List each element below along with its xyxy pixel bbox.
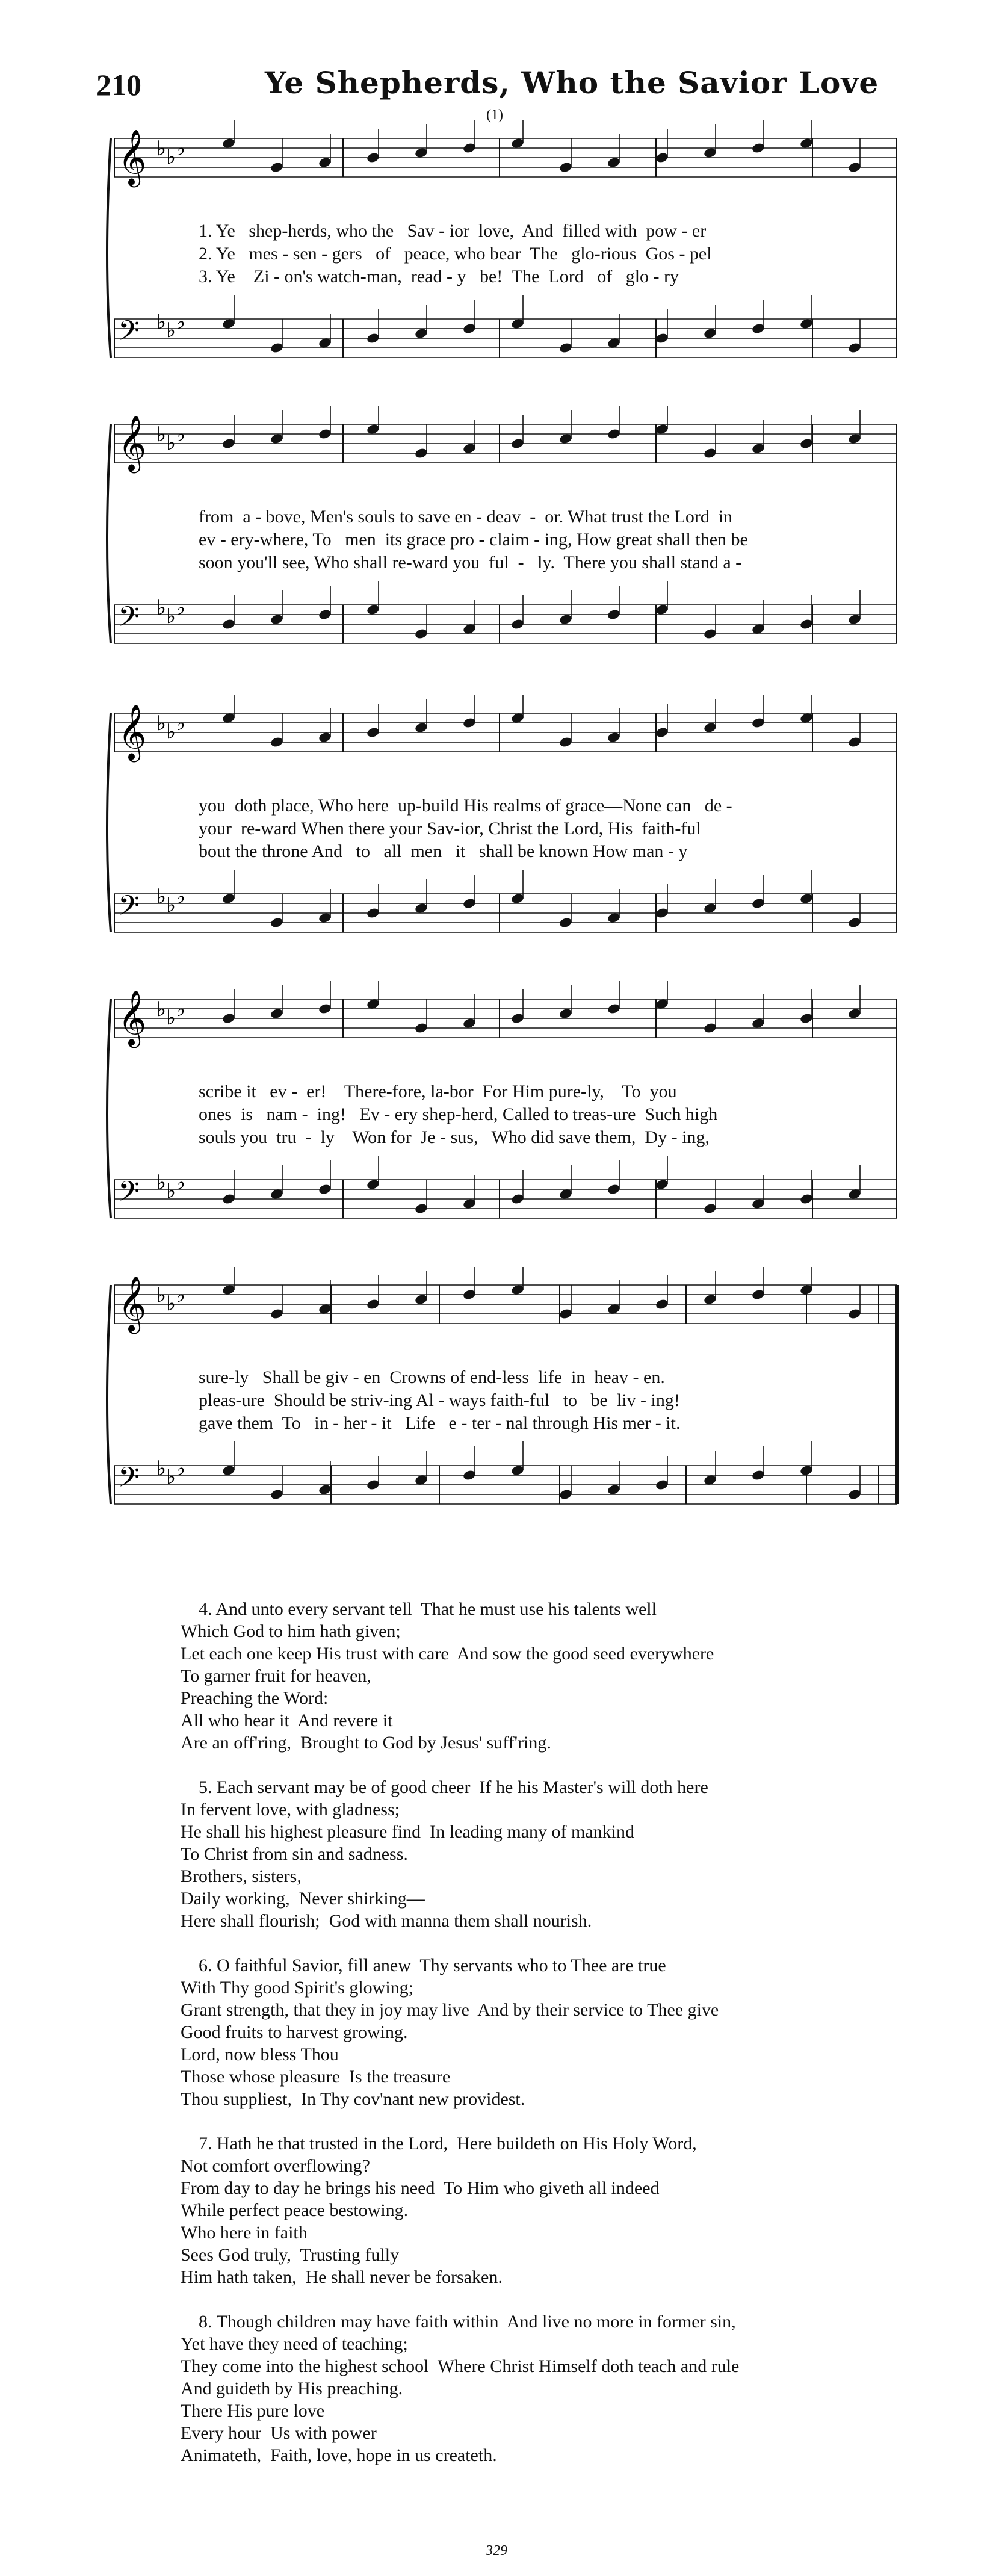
verse-line: Grant strength, that they in joy may live And by their service to Thee give bbox=[181, 2000, 719, 2020]
verse-line: All who hear it And revere it bbox=[181, 1711, 393, 1730]
verse-line: Animateth, Faith, love, hope in us createth. bbox=[181, 2445, 497, 2465]
lyric-line: pleas-ure Should be striv-ing Al - ways faith-ful to be liv - ing! bbox=[199, 1390, 680, 1410]
system-brace bbox=[107, 999, 111, 1218]
verse-line: Good fruits to harvest growing. bbox=[181, 2022, 408, 2042]
bass-clef-icon: 𝄢 bbox=[118, 890, 140, 929]
verse-line: Not comfort overflowing? bbox=[181, 2156, 370, 2176]
flat-icon: ♭ bbox=[156, 596, 167, 620]
verse-line: 7. Hath he that trusted in the Lord, Here buildeth on His Holy Word, bbox=[199, 2134, 697, 2153]
verse-line: Thou suppliest, In Thy cov'nant new providest. bbox=[181, 2089, 525, 2109]
treble-clef-icon: 𝄞 bbox=[118, 989, 147, 1045]
verse-line: Here shall flourish; God with manna them shall nourish. bbox=[181, 1911, 592, 1931]
flat-icon: ♭ bbox=[156, 885, 167, 909]
flat-icon: ♭ bbox=[176, 1171, 186, 1195]
lyric-line: sure-ly Shall be giv - en Crowns of end-less life in heav - en. bbox=[199, 1367, 665, 1387]
verse-line: And guideth by His preaching. bbox=[181, 2379, 403, 2398]
flat-icon: ♭ bbox=[176, 1283, 186, 1307]
flat-icon: ♭ bbox=[166, 1006, 176, 1030]
page-number: 329 bbox=[486, 2543, 507, 2559]
flat-icon: ♭ bbox=[176, 137, 186, 161]
verse-line: 6. O faithful Savior, fill anew Thy servants who to Thee are true bbox=[199, 1955, 666, 1975]
music-system-3 bbox=[102, 695, 909, 954]
verse-line: 4. And unto every servant tell That he must use his talents well bbox=[199, 1599, 657, 1619]
lyric-line: 1. Ye shep-herds, who the Sav - ior love, And filled with pow - er bbox=[199, 221, 707, 241]
verse-line: Him hath taken, He shall never be forsaken. bbox=[181, 2267, 503, 2287]
flat-icon: ♭ bbox=[176, 310, 186, 334]
flat-icon: ♭ bbox=[166, 893, 176, 917]
flat-icon: ♭ bbox=[156, 1171, 167, 1195]
system-brace bbox=[107, 138, 111, 358]
verse-line: Who here in faith bbox=[181, 2223, 308, 2243]
flat-icon: ♭ bbox=[166, 1179, 176, 1203]
lyric-line: ev - ery-where, To men its grace pro - claim - ing, How great shall then be bbox=[199, 530, 748, 550]
verse-line: He shall his highest pleasure find In leading many of mankind bbox=[181, 1822, 634, 1842]
flat-icon: ♭ bbox=[156, 310, 167, 334]
verse-line: Daily working, Never shirking— bbox=[181, 1889, 425, 1909]
flat-icon: ♭ bbox=[166, 720, 176, 744]
verse-line: Every hour Us with power bbox=[181, 2423, 377, 2443]
flat-icon: ♭ bbox=[166, 1292, 176, 1316]
music-system-5 bbox=[102, 1267, 909, 1526]
verse-line: There His pure love bbox=[181, 2401, 325, 2421]
flat-icon: ♭ bbox=[166, 604, 176, 628]
flat-icon: ♭ bbox=[176, 1457, 186, 1481]
treble-clef-icon: 𝄞 bbox=[118, 704, 147, 760]
system-brace bbox=[107, 713, 111, 932]
music-system-4 bbox=[102, 981, 909, 1240]
flat-icon: ♭ bbox=[156, 1457, 167, 1481]
verse-line: Yet have they need of teaching; bbox=[181, 2334, 408, 2354]
lyric-line: souls you tru - ly Won for Je - sus, Who did save them, Dy - ing, bbox=[199, 1127, 710, 1147]
verse-line: 8. Though children may have faith within And live no more in former sin, bbox=[199, 2312, 736, 2332]
treble-clef-icon: 𝄞 bbox=[118, 415, 147, 471]
bass-clef-icon: 𝄢 bbox=[118, 1175, 140, 1215]
verse-line: They come into the highest school Where Christ Himself doth teach and rule bbox=[181, 2356, 740, 2376]
treble-clef-icon: 𝄞 bbox=[118, 129, 147, 185]
lyric-line: soon you'll see, Who shall re-ward you ful - ly. There you shall stand a - bbox=[199, 553, 742, 572]
tune-mark: (1) bbox=[486, 107, 503, 123]
verse-8 bbox=[181, 2311, 921, 2466]
verse-4 bbox=[181, 1598, 921, 1754]
flat-icon: ♭ bbox=[156, 1283, 167, 1307]
verse-line: With Thy good Spirit's glowing; bbox=[181, 1978, 413, 1998]
verse-line: Which God to him hath given; bbox=[181, 1621, 401, 1641]
flat-icon: ♭ bbox=[156, 711, 167, 735]
flat-icon: ♭ bbox=[176, 596, 186, 620]
flat-icon: ♭ bbox=[176, 711, 186, 735]
lyric-line: 2. Ye mes - sen - gers of peace, who bear The glo-rious Gos - pel bbox=[199, 244, 712, 264]
lyric-line: 3. Ye Zi - on's watch-man, read - y be! The Lord of glo - ry bbox=[199, 267, 679, 286]
lyric-line: your re-ward When there your Sav-ior, Christ the Lord, His faith-ful bbox=[199, 819, 701, 838]
verse-line: Brothers, sisters, bbox=[181, 1866, 302, 1886]
verse-line: In fervent love, with gladness; bbox=[181, 1800, 400, 1819]
lyric-line: bout the throne And to all men it shall be known How man - y bbox=[199, 841, 688, 861]
verse-line: Preaching the Word: bbox=[181, 1688, 329, 1708]
music-system-1 bbox=[102, 120, 909, 379]
music-system-2 bbox=[102, 406, 909, 665]
flat-icon: ♭ bbox=[176, 423, 186, 447]
lyric-line: from a - bove, Men's souls to save en - deav - or. What trust the Lord in bbox=[199, 507, 733, 527]
additional-verses bbox=[181, 1598, 921, 2489]
verse-line: Lord, now bless Thou bbox=[181, 2045, 339, 2064]
system-brace bbox=[107, 1285, 111, 1504]
flat-icon: ♭ bbox=[156, 423, 167, 447]
verse-7 bbox=[181, 2132, 921, 2288]
hymn-number: 210 bbox=[96, 68, 141, 102]
flat-icon: ♭ bbox=[156, 997, 167, 1021]
verse-line: 5. Each servant may be of good cheer If he his Master's will doth here bbox=[199, 1777, 708, 1797]
verse-line: Let each one keep His trust with care And sow the good seed everywhere bbox=[181, 1644, 714, 1664]
lyric-line: gave them To in - her - it Life e - ter - nal through His mer - it. bbox=[199, 1413, 681, 1433]
verse-line: To Christ from sin and sadness. bbox=[181, 1844, 408, 1864]
treble-clef-icon: 𝄞 bbox=[118, 1275, 147, 1331]
flat-icon: ♭ bbox=[166, 318, 176, 342]
verse-line: Those whose pleasure Is the treasure bbox=[181, 2067, 451, 2087]
verse-line: While perfect peace bestowing. bbox=[181, 2200, 409, 2220]
verse-6 bbox=[181, 1954, 921, 2110]
flat-icon: ♭ bbox=[166, 145, 176, 169]
lyric-line: ones is nam - ing! Ev - ery shep-herd, Called to treas-ure Such high bbox=[199, 1104, 718, 1124]
flat-icon: ♭ bbox=[166, 1465, 176, 1489]
lyric-line: you doth place, Who here up-build His realms of grace—None can de - bbox=[199, 796, 732, 816]
verse-line: To garner fruit for heaven, bbox=[181, 1666, 371, 1686]
verse-5 bbox=[181, 1776, 921, 1932]
verse-line: From day to day he brings his need To Him who giveth all indeed bbox=[181, 2178, 660, 2198]
flat-icon: ♭ bbox=[156, 137, 167, 161]
bass-clef-icon: 𝄢 bbox=[118, 601, 140, 640]
flat-icon: ♭ bbox=[176, 885, 186, 909]
flat-icon: ♭ bbox=[166, 431, 176, 455]
verse-line: Are an off'ring, Brought to God by Jesus' suff'ring. bbox=[181, 1733, 551, 1753]
flat-icon: ♭ bbox=[176, 997, 186, 1021]
verse-line: Sees God truly, Trusting fully bbox=[181, 2245, 400, 2265]
hymn-title: Ye Shepherds, Who the Savior Love bbox=[265, 65, 879, 101]
bass-clef-icon: 𝄢 bbox=[118, 1461, 140, 1500]
lyric-line: scribe it ev - er! There-fore, la-bor For Him pure-ly, To you bbox=[199, 1082, 677, 1101]
system-brace bbox=[107, 424, 111, 643]
bass-clef-icon: 𝄢 bbox=[118, 315, 140, 354]
